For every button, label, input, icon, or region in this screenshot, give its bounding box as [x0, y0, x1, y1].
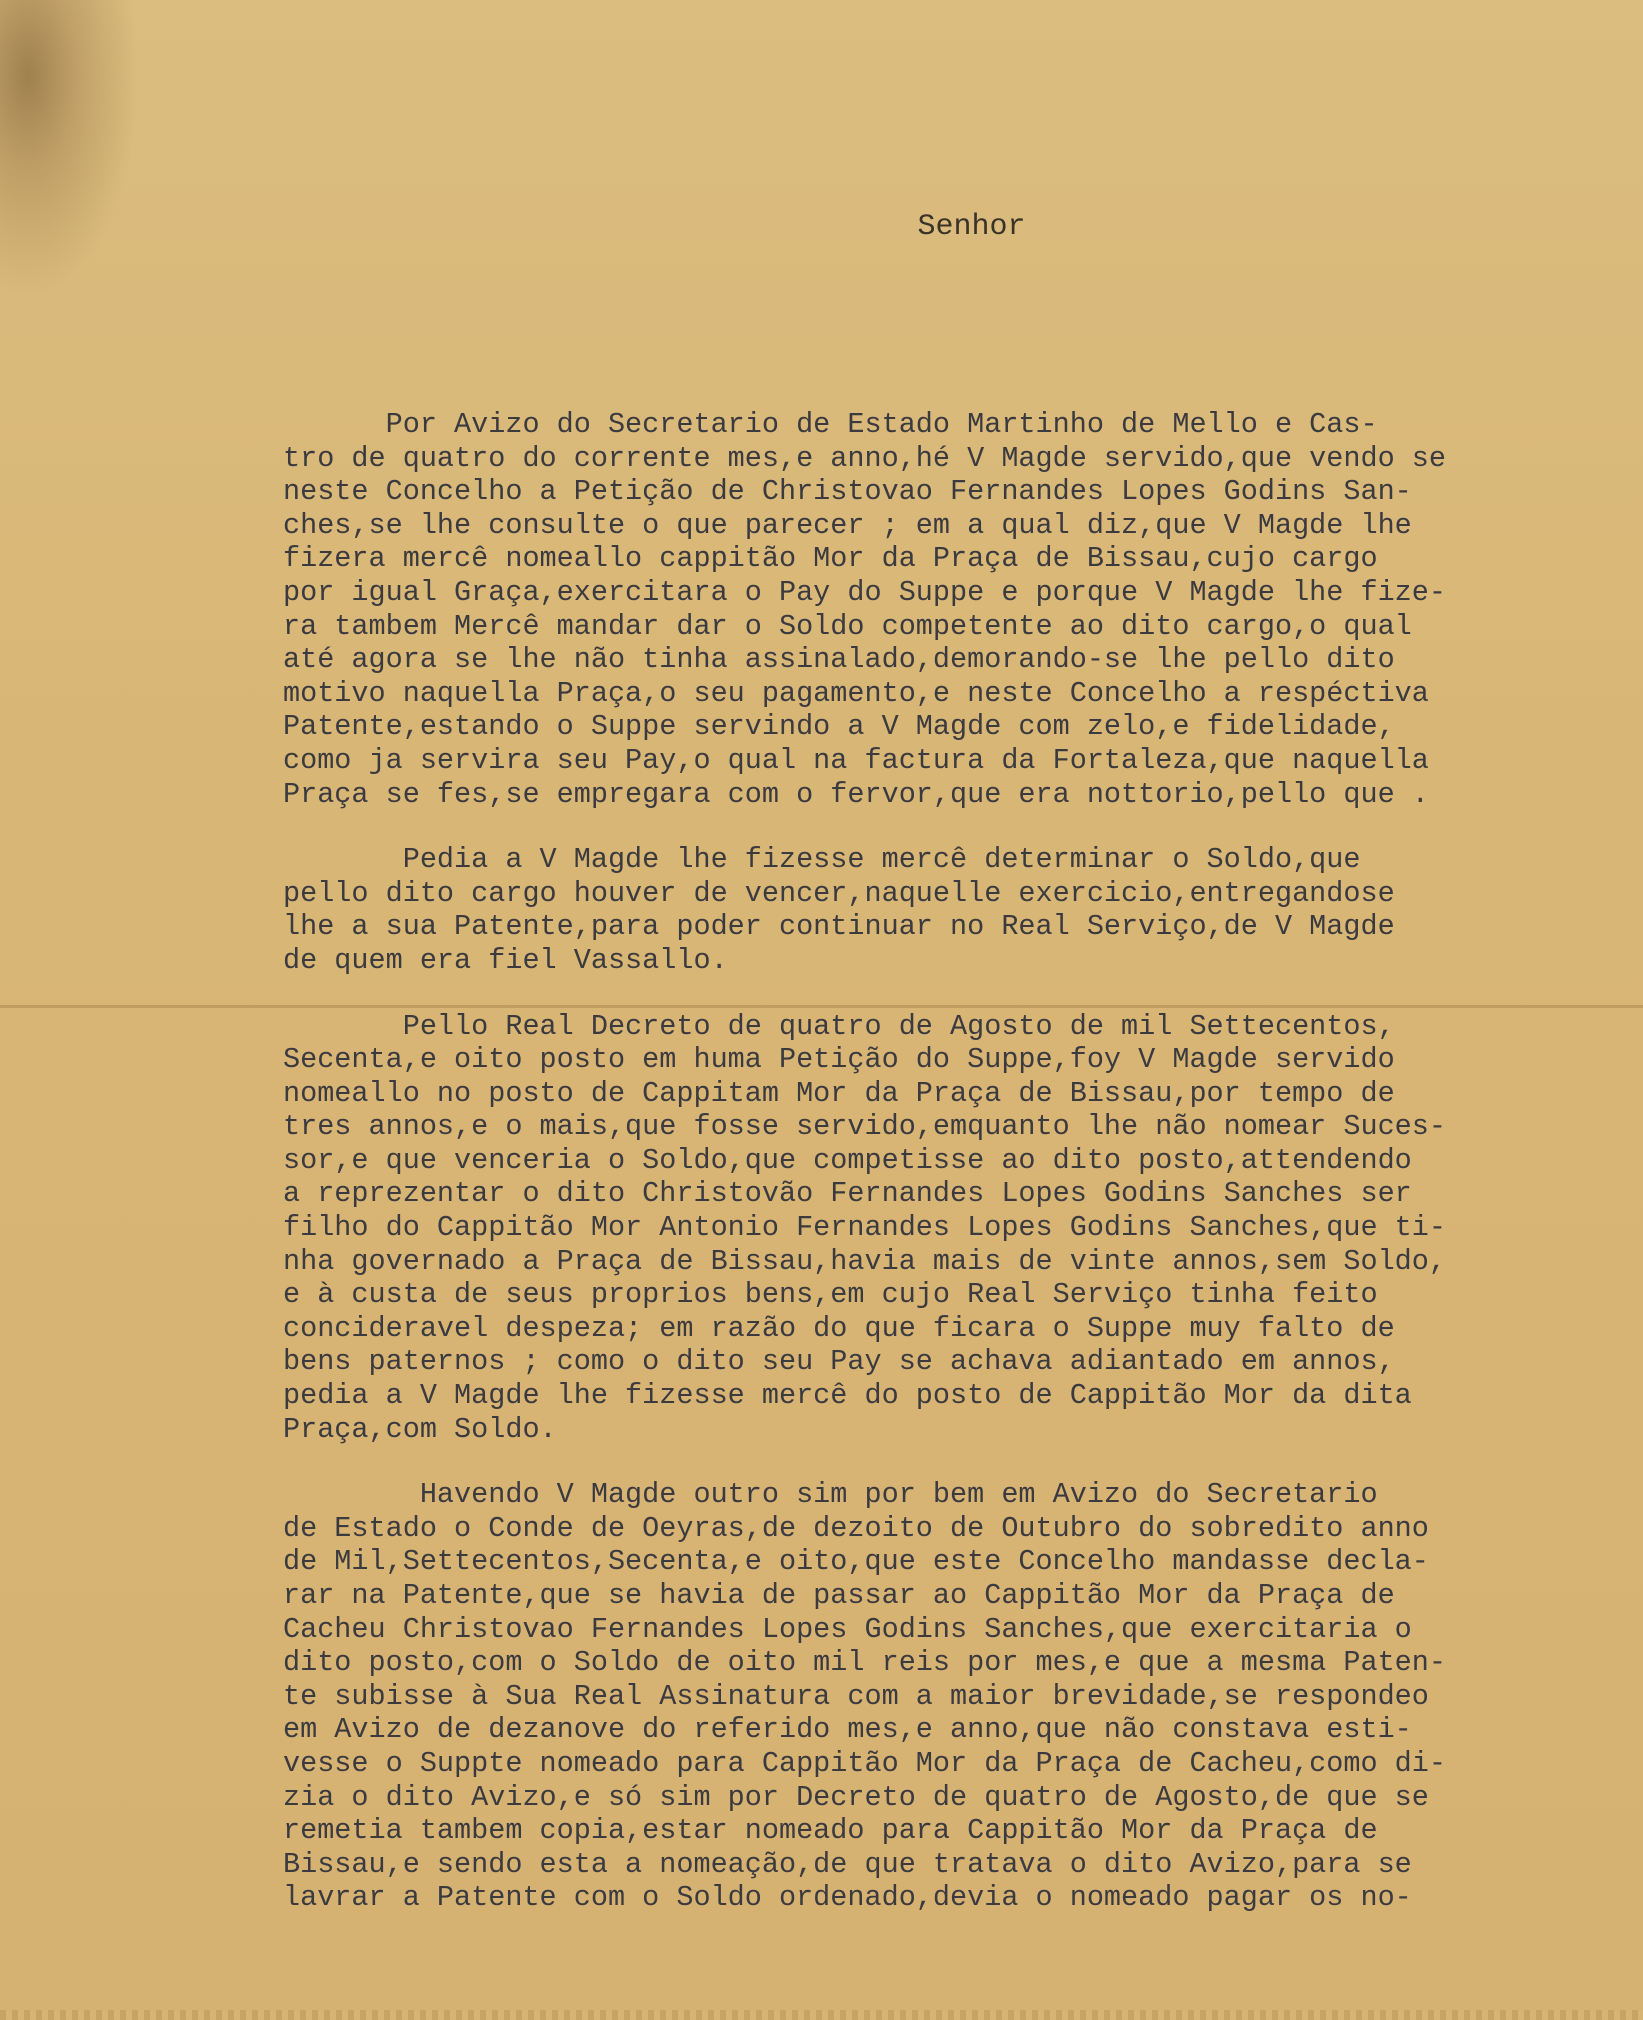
text-line: filho do Cappitão Mor Antonio Fernandes Lopes Godins Sanches,que ti- [283, 1211, 1446, 1245]
text-line: Por Avizo do Secretario de Estado Martinho de Mello e Cas- [283, 408, 1378, 441]
text-line: e à custa de seus proprios bens,em cujo Real Serviço tinha feito [283, 1278, 1378, 1312]
text-line: concideravel despeza; em razão do que ficara o Suppe muy falto de [283, 1311, 1395, 1345]
text-line: Praça,com Soldo. [283, 1412, 557, 1446]
document-body [283, 408, 1623, 1947]
text-line: Havendo V Magde outro sim por bem em Avizo do Secretario [283, 1478, 1378, 1512]
paragraph [283, 843, 1623, 977]
text-line: Praça se fes,se empregara com o fervor,que era nottorio,pello que . [283, 777, 1429, 811]
text-line: dito posto,com o Soldo de oito mil reis por mes,e que a mesma Paten- [283, 1646, 1446, 1680]
text-line: pedia a V Magde lhe fizesse mercê do posto de Cappitão Mor da dita [283, 1379, 1412, 1413]
text-line: por igual Graça,exercitara o Pay do Suppe e porque V Magde lhe fize- [283, 575, 1446, 609]
text-line: Pello Real Decreto de quatro de Agosto de mil Settecentos, [283, 1009, 1395, 1043]
text-line: Patente,estando o Suppe servindo a V Magde com zelo,e fidelidade, [283, 710, 1395, 744]
text-line: lavrar a Patente com o Soldo ordenado,devia o nomeado pagar os no- [283, 1881, 1412, 1915]
text-line: em Avizo de dezanove do referido mes,e anno,que não constava esti- [283, 1713, 1412, 1747]
text-line: lhe a sua Patente,para poder continuar no Real Serviço,de V Magde [283, 910, 1395, 944]
paper-stain [0, 0, 140, 300]
text-line: de Mil,Settecentos,Secenta,e oito,que este Concelho mandasse decla- [283, 1545, 1429, 1579]
text-line: fizera mercê nomeallo cappitão Mor da Praça de Bissau,cujo cargo [283, 542, 1378, 576]
text-line: tro de quatro do corrente mes,e anno,hé V Magde servido,que vendo se [283, 441, 1446, 475]
text-line: pello dito cargo houver de vencer,naquelle exercicio,entregandose [283, 876, 1395, 910]
text-line: de quem era fiel Vassallo. [283, 943, 728, 977]
document-title: Senhor [917, 210, 1026, 244]
text-line: até agora se lhe não tinha assinalado,demorando-se lhe pello dito [283, 643, 1395, 677]
text-line: como ja servira seu Pay,o qual na factura da Fortaleza,que naquella [283, 743, 1429, 777]
text-line: a reprezentar o dito Christovão Fernandes Lopes Godins Sanches ser [283, 1177, 1412, 1211]
text-line: bens paternos ; como o dito seu Pay se achava adiantado em annos, [283, 1345, 1395, 1379]
text-line: Secenta,e oito posto em huma Petição do Suppe,foy V Magde servido [283, 1043, 1395, 1077]
text-line: rar na Patente,que se havia de passar ao Cappitão Mor da Praça de [283, 1579, 1395, 1612]
text-line: Bissau,e sendo esta a nomeação,de que tratava o dito Avizo,para se [283, 1847, 1412, 1881]
text-line: zia o dito Avizo,e só sim por Decreto de quatro de Agosto,de que se [283, 1780, 1429, 1814]
text-line: neste Concelho a Petição de Christovao Fernandes Lopes Godins San- [283, 475, 1412, 509]
text-line: nomeallo no posto de Cappitam Mor da Praça de Bissau,por tempo de [283, 1076, 1395, 1110]
text-line: ra tambem Mercê mandar dar o Soldo competente ao dito cargo,o qual [283, 609, 1412, 643]
paragraph [283, 1478, 1623, 1915]
text-line: nha governado a Praça de Bissau,havia mais de vinte annos,sem Soldo, [283, 1244, 1446, 1278]
text-line: te subisse à Sua Real Assinatura com a maior brevidade,se respondeo [283, 1679, 1429, 1713]
text-line: Cacheu Christovao Fernandes Lopes Godins Sanches,que exercitaria o [283, 1612, 1412, 1646]
paragraph [283, 1010, 1623, 1447]
text-line: de Estado o Conde de Oeyras,de dezoito de Outubro do sobredito anno [283, 1511, 1429, 1545]
text-line: Pedia a V Magde lhe fizesse mercê determinar o Soldo,que [283, 843, 1361, 877]
text-line: ches,se lhe consulte o que parecer ; em a qual diz,que V Magde lhe [283, 508, 1412, 542]
text-line: motivo naquella Praça,o seu pagamento,e neste Concelho a respéctiva [283, 676, 1429, 710]
text-line: sor,e que venceria o Soldo,que competisse ao dito posto,attendendo [283, 1143, 1412, 1177]
paragraph [283, 408, 1623, 811]
deckle-edge [0, 2010, 1643, 2020]
text-line: tres annos,e o mais,que fosse servido,emquanto lhe não nomear Suces- [283, 1110, 1446, 1144]
text-line: remetia tambem copia,estar nomeado para Cappitão Mor da Praça de [283, 1814, 1378, 1848]
text-line: vesse o Suppte nomeado para Cappitão Mor da Praça de Cacheu,como di- [283, 1746, 1446, 1780]
